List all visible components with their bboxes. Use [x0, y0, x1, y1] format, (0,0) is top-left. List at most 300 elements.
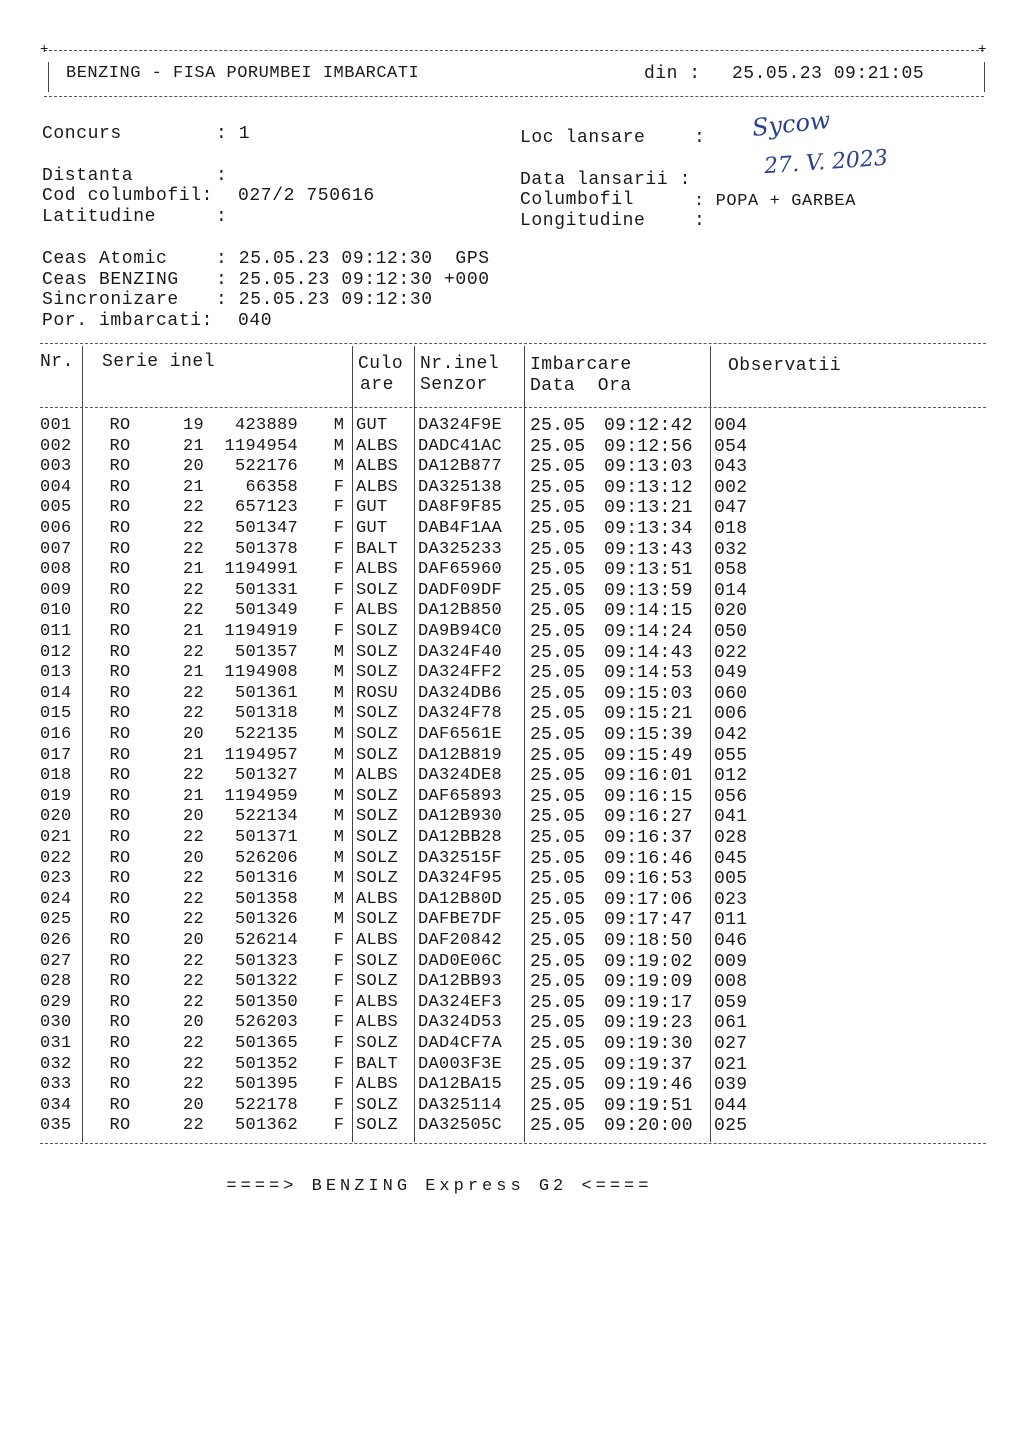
loc-lansare-label: Loc lansare: [520, 128, 646, 148]
row-sex: F: [333, 1116, 345, 1136]
row-observation: 004: [714, 416, 748, 436]
row-nr: 005: [40, 498, 72, 518]
row-date: 25.05: [530, 498, 586, 519]
row-sensor: DAF65893: [418, 786, 503, 806]
row-sensor: DA324DE8: [418, 766, 503, 786]
row-date: 25.05: [530, 436, 586, 457]
row-ring-number: 501323: [234, 951, 298, 971]
col-header-nrinel-1: Nr.inel: [420, 354, 500, 374]
columbofil-label: Columbofil: [520, 190, 635, 210]
table-row: [0, 746, 1024, 767]
row-color: ALBS: [356, 457, 399, 477]
row-time: 09:19:30: [604, 1034, 693, 1054]
row-year: 21: [182, 745, 204, 765]
row-date: 25.05: [530, 931, 586, 951]
row-sex: M: [333, 910, 345, 930]
row-year: 22: [182, 951, 204, 971]
row-year: 22: [182, 992, 204, 1012]
table-row: [0, 1013, 1024, 1034]
concurs-value: : 1: [216, 124, 251, 144]
table-row: [0, 787, 1024, 808]
row-observation: 041: [714, 807, 748, 828]
table-row: [0, 540, 1024, 561]
table-row: [0, 890, 1024, 911]
row-ring-number: 501327: [234, 766, 298, 786]
row-date: 25.05: [530, 869, 586, 890]
table-row: [0, 478, 1024, 499]
row-observation: 011: [714, 910, 748, 931]
row-year: 22: [182, 910, 204, 930]
row-nr: 013: [40, 663, 72, 683]
row-nr: 001: [40, 416, 72, 435]
table-row: [0, 1096, 1024, 1117]
row-time: 09:13:21: [604, 498, 693, 519]
concurs-label: Concurs: [42, 124, 122, 144]
table-row: [0, 807, 1024, 828]
ceas-atomic-value: : 25.05.23 09:12:30 GPS: [216, 249, 490, 269]
row-year: 22: [182, 828, 204, 847]
row-country: RO: [109, 683, 131, 703]
row-country: RO: [109, 1095, 131, 1115]
table-row: [0, 437, 1024, 458]
row-sex: M: [333, 828, 345, 847]
table-row: [0, 1055, 1024, 1076]
row-date: 25.05: [530, 786, 586, 807]
row-color: SOLZ: [356, 622, 399, 641]
row-color: BALT: [356, 539, 399, 559]
row-sex: M: [333, 457, 345, 477]
row-sensor: DA32515F: [418, 848, 503, 868]
row-country: RO: [109, 745, 131, 765]
row-sensor: DADC41AC: [418, 436, 503, 456]
row-color: ALBS: [356, 560, 399, 580]
table-row: [0, 766, 1024, 787]
header-right-border: [984, 62, 985, 92]
row-time: 09:15:21: [604, 704, 693, 725]
row-time: 09:15:39: [604, 725, 693, 745]
row-time: 09:17:47: [604, 910, 693, 931]
row-nr: 027: [40, 951, 72, 971]
table-row: [0, 849, 1024, 870]
row-observation: 014: [714, 580, 748, 601]
row-observation: 022: [714, 642, 748, 663]
row-ring-number: 423889: [234, 416, 298, 435]
row-observation: 060: [714, 683, 748, 704]
row-observation: 046: [714, 931, 748, 951]
row-time: 09:14:43: [604, 642, 693, 663]
row-time: 09:16:27: [604, 807, 693, 828]
row-sensor: DAF6561E: [418, 725, 503, 744]
table-row: [0, 416, 1024, 437]
row-ring-number: 501349: [234, 601, 298, 621]
row-country: RO: [109, 1116, 131, 1136]
row-color: SOLZ: [356, 828, 399, 847]
row-color: ALBS: [356, 766, 399, 786]
row-time: 09:13:59: [604, 580, 693, 601]
row-date: 25.05: [530, 642, 586, 663]
row-ring-number: 501362: [234, 1116, 298, 1136]
row-year: 21: [182, 786, 204, 806]
row-observation: 043: [714, 457, 748, 478]
row-time: 09:18:50: [604, 931, 693, 951]
row-ring-number: 501352: [234, 1054, 298, 1074]
row-sensor: DA12BB93: [418, 972, 503, 992]
row-sensor: DA324D53: [418, 1013, 503, 1033]
row-sensor: DADF09DF: [418, 580, 503, 600]
row-nr: 033: [40, 1075, 72, 1095]
row-sex: F: [333, 1034, 345, 1053]
row-time: 09:19:51: [604, 1095, 693, 1116]
row-color: GUT: [356, 416, 388, 435]
row-time: 09:16:46: [604, 848, 693, 869]
col-header-culoare-2: are: [360, 375, 394, 395]
table-row: [0, 643, 1024, 664]
row-country: RO: [109, 580, 131, 600]
row-sex: F: [333, 951, 345, 971]
loc-lansare-sep: :: [694, 128, 706, 148]
ceas-benzing-value: : 25.05.23 09:12:30 +000: [216, 270, 490, 290]
row-sensor: DAB4F1AA: [418, 519, 503, 538]
row-observation: 020: [714, 601, 748, 622]
row-sensor: DA12B80D: [418, 889, 503, 909]
table-row: [0, 972, 1024, 993]
row-nr: 030: [40, 1013, 72, 1033]
row-date: 25.05: [530, 683, 586, 704]
row-color: SOLZ: [356, 704, 399, 724]
row-year: 20: [182, 457, 204, 477]
handwritten-place: Sycow: [750, 105, 832, 143]
row-sex: M: [333, 766, 345, 786]
row-year: 22: [182, 1116, 204, 1136]
row-date: 25.05: [530, 560, 586, 581]
table-row: [0, 581, 1024, 602]
row-year: 22: [182, 1054, 204, 1074]
row-nr: 031: [40, 1034, 72, 1053]
row-time: 09:19:46: [604, 1075, 693, 1096]
row-time: 09:12:42: [604, 416, 693, 436]
row-observation: 059: [714, 992, 748, 1013]
row-year: 21: [182, 477, 204, 497]
row-country: RO: [109, 848, 131, 868]
row-nr: 016: [40, 725, 72, 744]
row-sensor: DAD4CF7A: [418, 1034, 503, 1053]
row-color: SOLZ: [356, 951, 399, 971]
row-sensor: DA324F40: [418, 642, 503, 662]
row-sensor: DA12BB28: [418, 828, 503, 847]
row-time: 09:13:51: [604, 560, 693, 581]
row-sex: F: [333, 931, 345, 950]
row-ring-number: 501395: [234, 1075, 298, 1095]
row-observation: 044: [714, 1095, 748, 1116]
row-time: 09:19:37: [604, 1054, 693, 1075]
distanta-label: Distanta: [42, 166, 134, 186]
row-country: RO: [109, 642, 131, 662]
row-year: 20: [182, 807, 204, 827]
row-observation: 006: [714, 704, 748, 725]
row-color: SOLZ: [356, 972, 399, 992]
row-country: RO: [109, 477, 131, 497]
row-color: BALT: [356, 1054, 399, 1074]
row-date: 25.05: [530, 416, 586, 436]
row-date: 25.05: [530, 992, 586, 1013]
table-row: [0, 601, 1024, 622]
row-year: 22: [182, 704, 204, 724]
row-date: 25.05: [530, 951, 586, 972]
data-lansarii-label: Data lansarii :: [520, 170, 692, 190]
row-date: 25.05: [530, 807, 586, 828]
row-sex: F: [333, 972, 345, 992]
row-year: 21: [182, 622, 204, 641]
row-nr: 032: [40, 1054, 72, 1074]
latitudine-label: Latitudine: [42, 207, 157, 227]
row-date: 25.05: [530, 1054, 586, 1075]
row-nr: 023: [40, 869, 72, 889]
row-year: 22: [182, 580, 204, 600]
row-date: 25.05: [530, 766, 586, 787]
row-date: 25.05: [530, 972, 586, 993]
row-nr: 011: [40, 622, 72, 641]
row-year: 20: [182, 848, 204, 868]
row-ring-number: 501318: [234, 704, 298, 724]
row-date: 25.05: [530, 477, 586, 498]
col-header-nrinel-2: Senzor: [420, 375, 488, 395]
row-color: SOLZ: [356, 848, 399, 868]
row-year: 21: [182, 663, 204, 683]
row-nr: 004: [40, 477, 72, 497]
din-value: 25.05.23 09:21:05: [732, 64, 925, 84]
row-nr: 009: [40, 580, 72, 600]
row-color: SOLZ: [356, 580, 399, 600]
row-nr: 035: [40, 1116, 72, 1136]
row-year: 22: [182, 601, 204, 621]
row-sex: M: [333, 663, 345, 683]
row-year: 22: [182, 498, 204, 518]
row-country: RO: [109, 498, 131, 518]
row-ring-number: 1194954: [224, 436, 298, 456]
distanta-value: :: [216, 166, 228, 186]
row-ring-number: 501350: [234, 992, 298, 1012]
row-nr: 014: [40, 683, 72, 703]
row-time: 09:20:00: [604, 1116, 693, 1137]
row-sensor: DAD0E06C: [418, 951, 503, 971]
row-date: 25.05: [530, 622, 586, 642]
row-sex: M: [333, 807, 345, 827]
row-ring-number: 501358: [234, 889, 298, 909]
row-sex: F: [333, 1095, 345, 1115]
col-header-imbarcare-1: Imbarcare: [530, 355, 632, 375]
row-date: 25.05: [530, 539, 586, 560]
row-time: 09:17:06: [604, 889, 693, 910]
row-sex: F: [333, 1054, 345, 1074]
row-ring-number: 501347: [234, 519, 298, 538]
row-observation: 012: [714, 766, 748, 787]
row-time: 09:16:53: [604, 869, 693, 890]
row-country: RO: [109, 539, 131, 559]
row-nr: 029: [40, 992, 72, 1012]
row-nr: 002: [40, 436, 72, 456]
row-ring-number: 66358: [245, 477, 298, 497]
row-sex: M: [333, 436, 345, 456]
row-color: SOLZ: [356, 807, 399, 827]
columbofil-value: : POPA + GARBEA: [694, 192, 857, 211]
row-date: 25.05: [530, 848, 586, 869]
row-sex: F: [333, 601, 345, 621]
row-country: RO: [109, 972, 131, 992]
col-header-culoare-1: Culo: [358, 354, 404, 374]
row-year: 22: [182, 683, 204, 703]
row-country: RO: [109, 931, 131, 950]
row-nr: 006: [40, 519, 72, 538]
sincronizare-label: Sincronizare: [42, 290, 179, 310]
row-ring-number: 501378: [234, 539, 298, 559]
row-time: 09:16:01: [604, 766, 693, 787]
row-color: SOLZ: [356, 1116, 399, 1136]
header-bottom-border: [44, 96, 984, 97]
ceas-benzing-label: Ceas BENZING: [42, 270, 179, 290]
row-country: RO: [109, 992, 131, 1012]
row-observation: 018: [714, 519, 748, 539]
table-row: [0, 622, 1024, 643]
document-title: BENZING - FISA PORUMBEI IMBARCATI: [66, 64, 420, 83]
row-sex: F: [333, 992, 345, 1012]
row-observation: 002: [714, 477, 748, 498]
row-sensor: DA003F3E: [418, 1054, 503, 1074]
row-year: 20: [182, 1013, 204, 1033]
porumbei-imbarcati-value: 040: [238, 311, 273, 331]
col-header-nr: Nr.: [40, 352, 74, 372]
row-sex: F: [333, 539, 345, 559]
table-row: [0, 704, 1024, 725]
table-row: [0, 993, 1024, 1014]
row-nr: 019: [40, 786, 72, 806]
row-country: RO: [109, 519, 131, 538]
row-date: 25.05: [530, 1116, 586, 1137]
row-sensor: DAFBE7DF: [418, 910, 503, 930]
row-color: ALBS: [356, 601, 399, 621]
row-observation: 025: [714, 1116, 748, 1137]
row-color: ALBS: [356, 931, 399, 950]
row-ring-number: 522135: [234, 725, 298, 744]
header-top-border: [44, 50, 984, 51]
row-year: 20: [182, 725, 204, 744]
row-nr: 007: [40, 539, 72, 559]
row-year: 22: [182, 869, 204, 889]
row-sensor: DA9B94C0: [418, 622, 503, 641]
row-observation: 061: [714, 1013, 748, 1034]
row-observation: 056: [714, 786, 748, 807]
row-ring-number: 1194959: [224, 786, 298, 806]
row-observation: 055: [714, 745, 748, 766]
table-row: [0, 725, 1024, 746]
row-observation: 027: [714, 1034, 748, 1054]
row-date: 25.05: [530, 663, 586, 684]
row-nr: 025: [40, 910, 72, 930]
row-observation: 054: [714, 436, 748, 457]
row-year: 22: [182, 519, 204, 538]
row-nr: 010: [40, 601, 72, 621]
row-ring-number: 1194908: [224, 663, 298, 683]
row-color: SOLZ: [356, 745, 399, 765]
row-ring-number: 522134: [234, 807, 298, 827]
row-sex: F: [333, 519, 345, 538]
row-color: ALBS: [356, 992, 399, 1012]
row-sex: M: [333, 642, 345, 662]
row-nr: 022: [40, 848, 72, 868]
row-ring-number: 522178: [234, 1095, 298, 1115]
row-sensor: DAF20842: [418, 931, 503, 950]
row-ring-number: 501322: [234, 972, 298, 992]
row-sensor: DA324EF3: [418, 992, 503, 1012]
row-color: SOLZ: [356, 1034, 399, 1053]
latitudine-value: :: [216, 207, 228, 227]
row-time: 09:14:24: [604, 622, 693, 642]
row-nr: 008: [40, 560, 72, 580]
row-sensor: DA12B819: [418, 745, 503, 765]
row-color: ALBS: [356, 1013, 399, 1033]
row-nr: 021: [40, 828, 72, 847]
row-year: 22: [182, 642, 204, 662]
row-ring-number: 522176: [234, 457, 298, 477]
row-time: 09:16:15: [604, 786, 693, 807]
table-row: [0, 519, 1024, 540]
row-time: 09:12:56: [604, 436, 693, 457]
row-observation: 021: [714, 1054, 748, 1075]
table-row: [0, 498, 1024, 519]
row-country: RO: [109, 436, 131, 456]
row-time: 09:13:43: [604, 539, 693, 560]
row-sensor: DA325138: [418, 477, 503, 497]
table-row: [0, 663, 1024, 684]
row-time: 09:13:12: [604, 477, 693, 498]
row-country: RO: [109, 1075, 131, 1095]
row-sex: F: [333, 580, 345, 600]
row-date: 25.05: [530, 910, 586, 931]
header-corner-plus: +: [978, 42, 987, 58]
row-sensor: DA325114: [418, 1095, 503, 1115]
table-row: [0, 684, 1024, 705]
handwritten-date: 27. V. 2023: [763, 145, 889, 180]
row-date: 25.05: [530, 1013, 586, 1034]
row-nr: 026: [40, 931, 72, 950]
row-year: 21: [182, 436, 204, 456]
row-nr: 012: [40, 642, 72, 662]
table-row: [0, 910, 1024, 931]
row-observation: 039: [714, 1075, 748, 1096]
row-country: RO: [109, 951, 131, 971]
col-header-observatii: Observatii: [728, 356, 842, 376]
row-observation: 049: [714, 663, 748, 684]
footer-banner: [206, 1158, 652, 1196]
row-sex: M: [333, 869, 345, 889]
row-nr: 017: [40, 745, 72, 765]
row-nr: 034: [40, 1095, 72, 1115]
row-sex: F: [333, 622, 345, 641]
row-country: RO: [109, 1054, 131, 1074]
row-time: 09:16:37: [604, 828, 693, 848]
footer-text: ====> BENZING Express G2 <====: [226, 1177, 653, 1196]
table-row: [0, 1034, 1024, 1055]
row-sensor: DA32505C: [418, 1116, 503, 1136]
row-sex: M: [333, 848, 345, 868]
longitudine-sep: :: [694, 211, 706, 231]
row-sex: M: [333, 745, 345, 765]
row-observation: 009: [714, 951, 748, 972]
row-year: 22: [182, 972, 204, 992]
row-color: SOLZ: [356, 663, 399, 683]
col-header-serie: Serie inel: [102, 352, 216, 372]
row-color: ALBS: [356, 477, 399, 497]
row-color: SOLZ: [356, 910, 399, 930]
